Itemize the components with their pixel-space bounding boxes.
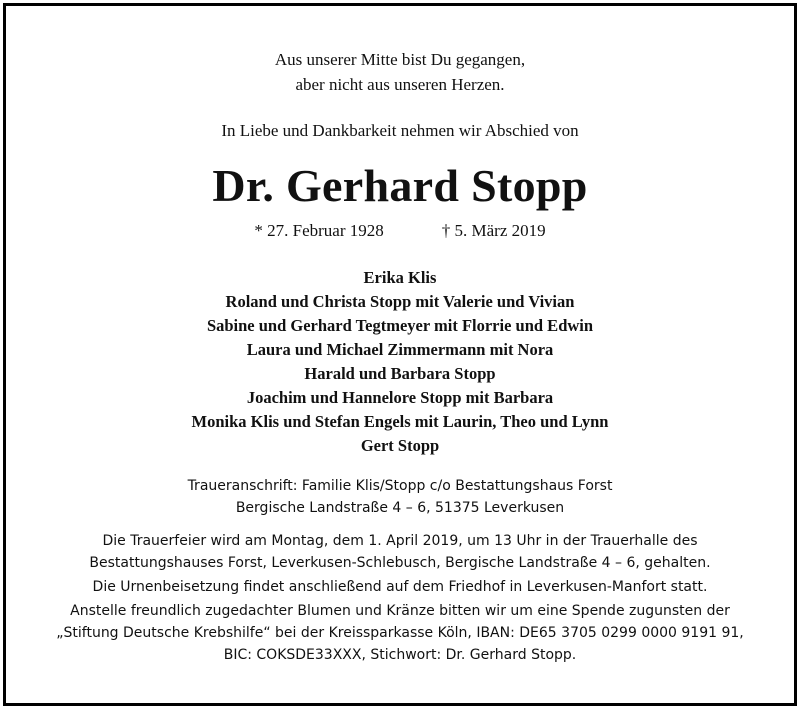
mourner-line: Erika Klis	[363, 268, 437, 287]
motto-line-1: Aus unserer Mitte bist Du gegangen,	[274, 50, 526, 69]
mourner-line: Harald und Barbara Stopp	[304, 364, 496, 383]
burial-line: Die Urnenbeisetzung findet anschließend auf dem Friedhof in Leverkusen-Manfort statt.	[92, 579, 708, 595]
deceased-name: Dr. Gerhard Stopp	[212, 160, 588, 211]
donation-line-1: Anstelle freundlich zugedachter Blumen und Kränze bitten wir um eine Spende zugunsten der	[70, 603, 730, 619]
donation-line-3: BIC: COKSDE33XXX, Stichwort: Dr. Gerhard Stopp.	[223, 647, 577, 663]
life-dates	[6, 221, 794, 241]
address-line-1: Traueranschrift: Familie Klis/Stopp c/o Bestattungshaus Forst	[187, 478, 613, 494]
mourner-line: Monika Klis und Stefan Engels mit Laurin, Theo und Lynn	[191, 412, 609, 431]
death-date: † 5. März 2019	[441, 221, 546, 240]
intro-line: In Liebe und Dankbarkeit nehmen wir Abschied von	[221, 121, 579, 140]
ceremony-line-2: Bestattungshauses Forst, Leverkusen-Schlebusch, Bergische Landstraße 4 – 6, gehalten.	[89, 555, 711, 571]
mourner-line: Roland und Christa Stopp mit Valerie und Vivian	[225, 292, 575, 311]
donation-line-2: „Stiftung Deutsche Krebshilfe“ bei der Kreissparkasse Köln, IBAN: DE65 3705 0299 0000 9191 91,	[56, 625, 744, 641]
mourner-line: Gert Stopp	[360, 436, 440, 455]
ceremony-line-1: Die Trauerfeier wird am Montag, dem 1. April 2019, um 13 Uhr in der Trauerhalle des	[102, 533, 698, 549]
address-line-2: Bergische Landstraße 4 – 6, 51375 Leverkusen	[235, 500, 565, 516]
mourner-line: Joachim und Hannelore Stopp mit Barbara	[246, 388, 554, 407]
birth-date: * 27. Februar 1928	[254, 221, 384, 240]
motto-line-2: aber nicht aus unseren Herzen.	[295, 75, 505, 94]
obituary-notice	[3, 3, 797, 706]
mourner-line: Laura und Michael Zimmermann mit Nora	[246, 340, 554, 359]
mourner-line: Sabine und Gerhard Tegtmeyer mit Florrie und Edwin	[206, 316, 594, 335]
